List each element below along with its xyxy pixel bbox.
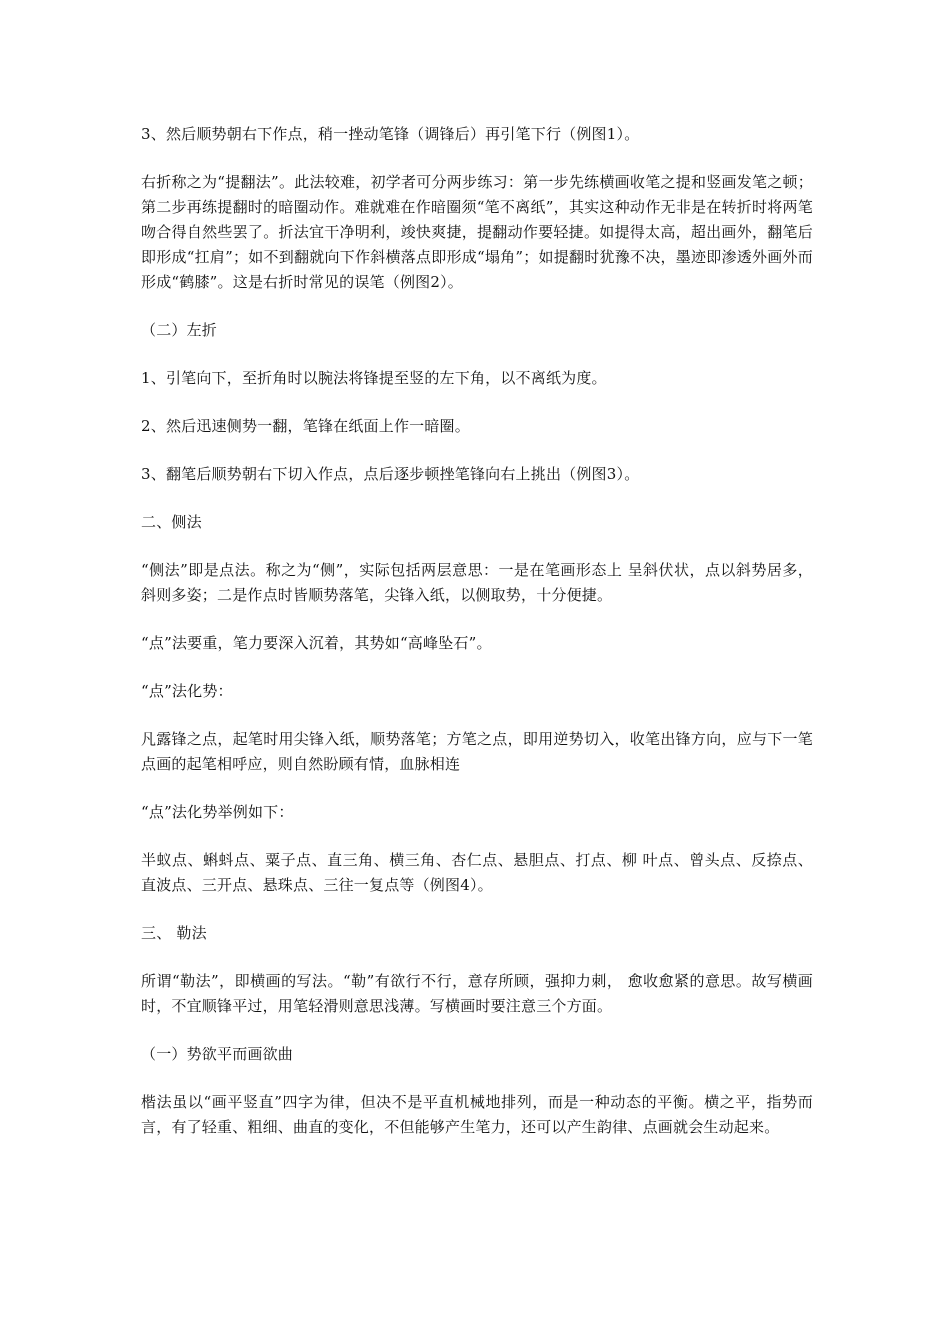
paragraph-right-fold-explanation: 右折称之为“提翻法”。此法较难，初学者可分两步练习：第一步先练横画收笔之提和竖画发笔之顿；第二步再练提翻时的暗圈动作。难就难在作暗圈须“笔不离纸”，其实这种动作无非是在转折时将两笔吻合得自然些罢了。折法宜干净明利，竣快爽捷，提翻动作要轻捷。如提得太高，超出画外，翻笔后即形成“扛肩”；如不到翻就向下作斜横落点即形成“塌角”；如提翻时犹豫不决，墨迹即渗透外画外而形成“鹤膝”。这是右折时常见的误笔（例图2）。: [141, 173, 813, 291]
heading-side-method: 二、侧法: [141, 513, 202, 531]
paragraph-level-and-curve-explanation: 楷法虽以“画平竖直”四字为律，但决不是平直机械地排列，而是一种动态的平衡。横之平，指势而言，有了轻重、粗细、曲直的变化，不但能够产生笔力，还可以产生韵律、点画就会生动起来。: [141, 1093, 813, 1136]
paragraph-dot-variations-title: “点”法化势：: [141, 682, 233, 700]
paragraph-step-3-right-fold: 3、然后顺势朝右下作点，稍一挫动笔锋（调锋后）再引笔下行（例图1）。: [141, 125, 640, 143]
paragraph-horizontal-method-definition: 所谓“勒法”，即横画的写法。“勒”有欲行不行，意存所顾，强抑力刺， 愈收愈紧的意思。故写横画时，不宜顺锋平过，用笔轻滑则意思浅薄。写横画时要注意三个方面。: [141, 972, 813, 1015]
paragraph-side-method-definition: “侧法”即是点法。称之为“侧”，实际包括两层意思：一是在笔画形态上 呈斜伏状，点以斜势居多，斜则多姿；二是作点时皆顺势落笔，尖锋入纸，以侧取势，十分便捷。: [141, 561, 813, 604]
document-page: [141, 122, 813, 1163]
heading-level-and-curve: （一）势欲平而画欲曲: [141, 1045, 294, 1063]
paragraph-dot-weight: “点”法要重，笔力要深入沉着，其势如“高峰坠石”。: [141, 634, 492, 652]
paragraph-left-fold-step-1: 1、引笔向下，至折角时以腕法将锋提至竖的左下角，以不离纸为度。: [141, 369, 607, 387]
paragraph-dot-examples-list: 半蚁点、蝌蚪点、粟子点、直三角、横三角、杏仁点、悬胆点、打点、柳 叶点、曾头点、反捺点、直波点、三开点、悬珠点、三往一复点等（例图4）。: [141, 851, 813, 894]
paragraph-dot-examples-title: “点”法化势举例如下：: [141, 803, 294, 821]
paragraph-dot-variations-explanation: 凡露锋之点，起笔时用尖锋入纸，顺势落笔；方笔之点，即用逆势切入，收笔出锋方向，应与下一笔点画的起笔相呼应，则自然盼顾有情，血脉相连: [141, 730, 813, 773]
paragraph-left-fold-step-3: 3、翻笔后顺势朝右下切入作点，点后逐步顿挫笔锋向右上挑出（例图3）。: [141, 465, 640, 483]
paragraph-left-fold-step-2: 2、然后迅速侧势一翻，笔锋在纸面上作一暗圈。: [141, 417, 470, 435]
heading-left-fold: （二）左折: [141, 321, 218, 339]
heading-horizontal-method: 三、 勒法: [141, 924, 207, 942]
